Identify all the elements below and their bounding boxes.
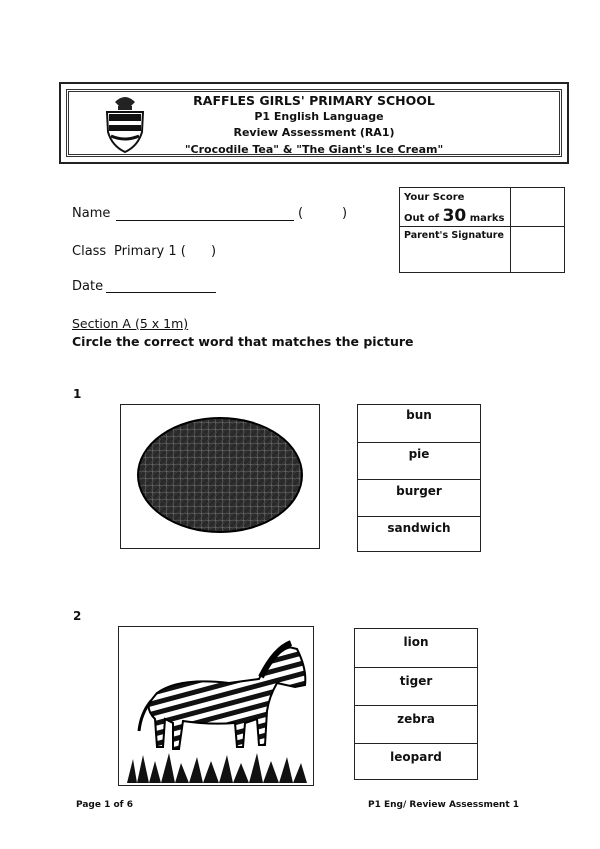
register-paren-open: ( xyxy=(298,206,304,221)
question-number: 1 xyxy=(73,387,82,401)
pie-illustration-icon xyxy=(121,405,319,548)
class-paren-close: ) xyxy=(211,244,217,259)
section-title: Section A (5 x 1m) xyxy=(72,316,189,331)
school-crest-icon xyxy=(98,92,152,154)
page-number: Page 1 of 6 xyxy=(76,800,133,810)
choice-option[interactable]: pie xyxy=(358,442,480,479)
question-2-picture xyxy=(118,626,314,786)
name-label: Name xyxy=(72,206,111,221)
total-marks: 30 xyxy=(442,206,467,226)
class-value: Primary 1 ( xyxy=(114,244,186,259)
class-label: Class xyxy=(72,244,107,259)
question-number: 2 xyxy=(73,609,82,623)
register-paren-close: ) xyxy=(342,206,348,221)
choice-option[interactable]: bun xyxy=(406,408,432,422)
section-instruction: Circle the correct word that matches the picture xyxy=(72,334,414,349)
your-score-label: Your Score xyxy=(404,192,465,203)
out-of-marks: Out of 30 marks xyxy=(404,206,505,226)
date-field[interactable] xyxy=(106,292,216,293)
choice-option[interactable]: lion xyxy=(403,635,429,649)
choice-option[interactable]: leopard xyxy=(355,743,477,781)
book-titles: "Crocodile Tea" & "The Giant's Ice Cream" xyxy=(184,143,444,156)
school-name: RAFFLES GIRLS' PRIMARY SCHOOL xyxy=(193,93,435,108)
date-label: Date xyxy=(72,279,104,294)
document-code: P1 Eng/ Review Assessment 1 xyxy=(368,800,520,810)
name-field[interactable] xyxy=(116,220,294,221)
assessment-title: Review Assessment (RA1) xyxy=(233,126,395,139)
choice-option[interactable]: tiger xyxy=(355,667,477,705)
zebra-illustration-icon xyxy=(119,627,313,785)
question-1-choices xyxy=(357,404,481,552)
subject-title: P1 English Language xyxy=(254,110,384,123)
question-1-picture xyxy=(120,404,320,549)
choice-option[interactable]: sandwich xyxy=(358,516,480,553)
score-box xyxy=(399,187,565,273)
choice-option[interactable]: zebra xyxy=(355,705,477,743)
question-2-choices xyxy=(354,628,478,780)
parents-signature-label: Parent's Signature xyxy=(404,230,504,241)
choice-option[interactable]: burger xyxy=(358,479,480,516)
